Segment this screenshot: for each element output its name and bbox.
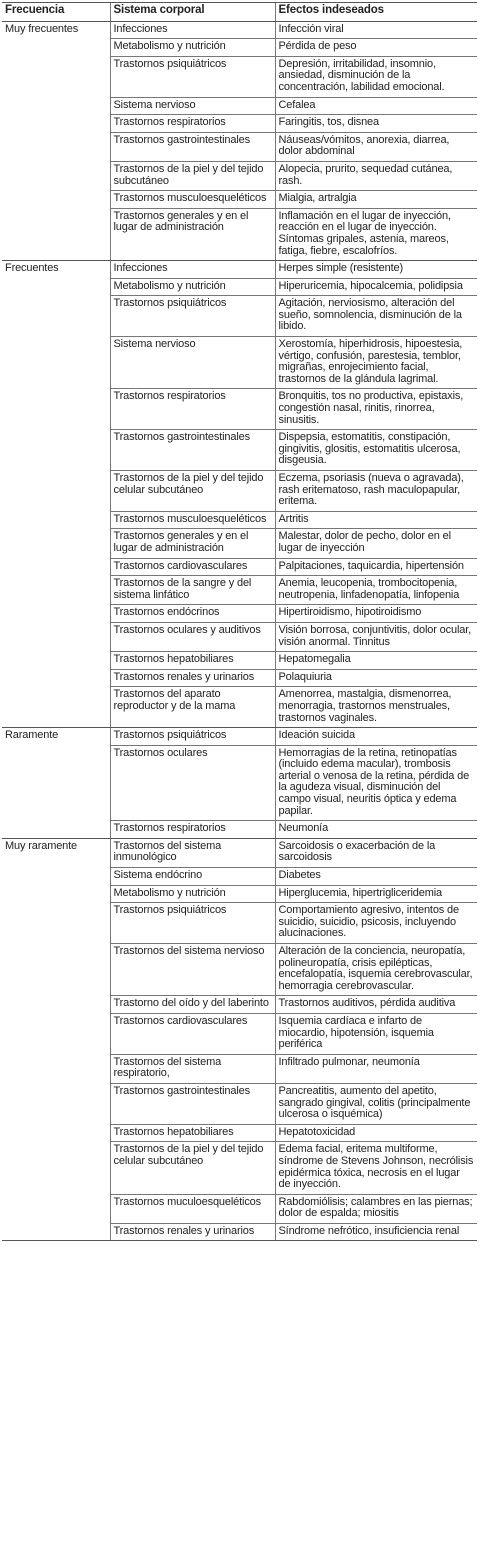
adverse-effects-cell: Palpitaciones, taquicardia, hipertensión (275, 558, 477, 576)
body-system-cell: Trastornos respiratorios (110, 115, 275, 133)
body-system-cell: Trastornos de la piel y del tejido celular subcutáneo (110, 1142, 275, 1194)
body-system-cell: Trastornos musculoesqueléticos (110, 511, 275, 529)
body-system-cell: Trastornos renales y urinarios (110, 669, 275, 687)
adverse-effects-cell: Pancreatitis, aumento del apetito, sangrado gingival, colitis (principalmente ulcerosa o isquémica) (275, 1083, 477, 1124)
adverse-effects-cell: Isquemia cardíaca e infarto de miocardio, hipotensión, isquemia periférica (275, 1013, 477, 1054)
adverse-effects-cell: Hepatomegalia (275, 652, 477, 670)
adverse-effects-cell: Malestar, dolor de pecho, dolor en el lugar de inyección (275, 529, 477, 558)
adverse-effects-cell: Sarcoidosis o exacerbación de la sarcoidosis (275, 838, 477, 867)
adverse-effects-cell: Polaquiuria (275, 669, 477, 687)
adverse-effects-cell: Bronquitis, tos no productiva, epistaxis, congestión nasal, rinitis, rinorrea, sinusitis. (275, 389, 477, 430)
frequency-cell: Muy raramente (2, 838, 110, 1241)
body-system-cell: Trastornos de la piel y del tejido celular subcutáneo (110, 471, 275, 512)
body-system-cell: Trastornos hepatobiliares (110, 652, 275, 670)
adverse-effects-cell: Agitación, nerviosismo, alteración del sueño, somnolencia, disminución de la libido. (275, 296, 477, 337)
body-system-cell: Trastornos del sistema respiratorio, (110, 1054, 275, 1083)
body-system-cell: Trastorno del oído y del laberinto (110, 996, 275, 1014)
adverse-effects-cell: Náuseas/vómitos, anorexia, diarrea, dolor abdominal (275, 132, 477, 161)
body-system-cell: Sistema nervioso (110, 97, 275, 115)
adverse-effects-cell: Faringitis, tos, disnea (275, 115, 477, 133)
body-system-cell: Trastornos musculoesqueléticos (110, 191, 275, 209)
body-system-cell: Metabolismo y nutrición (110, 39, 275, 57)
adverse-effects-cell: Hiperglucemia, hipertrigliceridemia (275, 885, 477, 903)
body-system-cell: Trastornos renales y urinarios (110, 1223, 275, 1241)
frequency-cell: Raramente (2, 728, 110, 839)
body-system-cell: Trastornos psiquiátricos (110, 296, 275, 337)
body-system-cell: Metabolismo y nutrición (110, 278, 275, 296)
body-system-cell: Trastornos generales y en el lugar de administración (110, 529, 275, 558)
adverse-effects-cell: Dispepsia, estomatitis, constipación, gingivitis, glositis, estomatitis ulcerosa, disgeusia. (275, 430, 477, 471)
header-body-system: Sistema corporal (110, 3, 275, 22)
header-row (2, 3, 477, 22)
table-row (2, 838, 477, 867)
frequency-cell: Frecuentes (2, 261, 110, 728)
adverse-effects-cell: Hiperuricemia, hipocalcemia, polidipsia (275, 278, 477, 296)
adverse-effects-cell: Alteración de la conciencia, neuropatía, polineuropatía, crisis epilépticas, encefalopatía, isquemia cerebrovascular, hemorragia cerebrovascular. (275, 944, 477, 996)
body-system-cell: Trastornos cardiovasculares (110, 558, 275, 576)
body-system-cell: Trastornos gastrointestinales (110, 1083, 275, 1124)
body-system-cell: Trastornos gastrointestinales (110, 430, 275, 471)
body-system-cell: Trastornos respiratorios (110, 389, 275, 430)
body-system-cell: Trastornos endócrinos (110, 605, 275, 623)
adverse-effects-cell: Inflamación en el lugar de inyección, reacción en el lugar de inyección. Síntomas gripales, astenia, mareos, fatiga, fiebre, escalofríos. (275, 208, 477, 260)
body-system-cell: Trastornos psiquiátricos (110, 56, 275, 97)
adverse-effects-cell: Ideación suicida (275, 728, 477, 746)
adverse-effects-cell: Diabetes (275, 868, 477, 886)
body-system-cell: Trastornos oculares (110, 745, 275, 821)
body-system-cell: Trastornos gastrointestinales (110, 132, 275, 161)
adverse-effects-cell: Anemia, leucopenia, trombocitopenia, neutropenia, linfadenopatía, linfopenia (275, 576, 477, 605)
adverse-effects-cell: Xerostomía, hiperhidrosis, hipoestesia, vértigo, confusión, parestesia, temblor, migrañas, enrojecimiento facial, trastornos de la glándula lagrimal. (275, 337, 477, 389)
body-system-cell: Trastornos de la sangre y del sistema linfático (110, 576, 275, 605)
adverse-effects-cell: Comportamiento agresivo, intentos de suicidio, suicidio, psicosis, incluyendo alucinaciones. (275, 903, 477, 944)
adverse-effects-cell: Hepatotoxicidad (275, 1124, 477, 1142)
adverse-effects-cell: Síndrome nefrótico, insuficiencia renal (275, 1223, 477, 1241)
body-system-cell: Sistema endócrino (110, 868, 275, 886)
adverse-effects-cell: Infiltrado pulmonar, neumonía (275, 1054, 477, 1083)
adverse-effects-cell: Infección viral (275, 21, 477, 39)
adverse-effects-cell: Hipertiroidismo, hipotiroidismo (275, 605, 477, 623)
adverse-effects-cell: Artritis (275, 511, 477, 529)
header-adverse-effects: Efectos indeseados (275, 3, 477, 22)
adverse-effects-cell: Eczema, psoriasis (nueva o agravada), rash eritematoso, rash maculopapular, eritema. (275, 471, 477, 512)
body-system-cell: Trastornos del sistema inmunológico (110, 838, 275, 867)
adverse-effects-cell: Depresión, irritabilidad, insomnio, ansiedad, disminución de la concentración, labilidad emocional. (275, 56, 477, 97)
table-body (2, 21, 477, 1241)
body-system-cell: Trastornos muculoesqueléticos (110, 1194, 275, 1223)
body-system-cell: Trastornos del sistema nervioso (110, 944, 275, 996)
body-system-cell: Trastornos psiquiátricos (110, 903, 275, 944)
adverse-effects-cell: Herpes simple (resistente) (275, 261, 477, 279)
table-row (2, 261, 477, 279)
body-system-cell: Trastornos oculares y auditivos (110, 622, 275, 651)
adverse-effects-table (2, 2, 477, 1241)
body-system-cell: Trastornos respiratorios (110, 821, 275, 839)
adverse-effects-cell: Trastornos auditivos, pérdida auditiva (275, 996, 477, 1014)
body-system-cell: Metabolismo y nutrición (110, 885, 275, 903)
adverse-effects-cell: Hemorragias de la retina, retinopatías (incluido edema macular), trombosis arterial o venosa de la retina, pérdida de la agudeza visual, disminución del campo visual, neuritis óptica y edema papilar. (275, 745, 477, 821)
body-system-cell: Infecciones (110, 21, 275, 39)
body-system-cell: Trastornos generales y en el lugar de administración (110, 208, 275, 260)
body-system-cell: Trastornos de la piel y del tejido subcutáneo (110, 161, 275, 190)
adverse-effects-cell: Neumonía (275, 821, 477, 839)
table-row (2, 728, 477, 746)
adverse-effects-cell: Rabdomiólisis; calambres en las piernas; dolor de espalda; miositis (275, 1194, 477, 1223)
adverse-effects-cell: Alopecia, prurito, sequedad cutánea, rash. (275, 161, 477, 190)
header-frequency: Frecuencia (2, 3, 110, 22)
table-row (2, 21, 477, 39)
frequency-cell: Muy frecuentes (2, 21, 110, 261)
body-system-cell: Trastornos del aparato reproductor y de la mama (110, 687, 275, 728)
body-system-cell: Infecciones (110, 261, 275, 279)
adverse-effects-cell: Amenorrea, mastalgia, dismenorrea, menorragia, trastornos menstruales, trastornos vaginales. (275, 687, 477, 728)
adverse-effects-cell: Edema facial, eritema multiforme, síndrome de Stevens Johnson, necrólisis epidérmica tóxica, necrosis en el lugar de inyección. (275, 1142, 477, 1194)
adverse-effects-cell: Pérdida de peso (275, 39, 477, 57)
body-system-cell: Trastornos psiquiátricos (110, 728, 275, 746)
adverse-effects-cell: Mialgia, artralgia (275, 191, 477, 209)
body-system-cell: Trastornos hepatobiliares (110, 1124, 275, 1142)
body-system-cell: Sistema nervioso (110, 337, 275, 389)
adverse-effects-cell: Visión borrosa, conjuntivitis, dolor ocular, visión anormal. Tinnitus (275, 622, 477, 651)
body-system-cell: Trastornos cardiovasculares (110, 1013, 275, 1054)
adverse-effects-cell: Cefalea (275, 97, 477, 115)
